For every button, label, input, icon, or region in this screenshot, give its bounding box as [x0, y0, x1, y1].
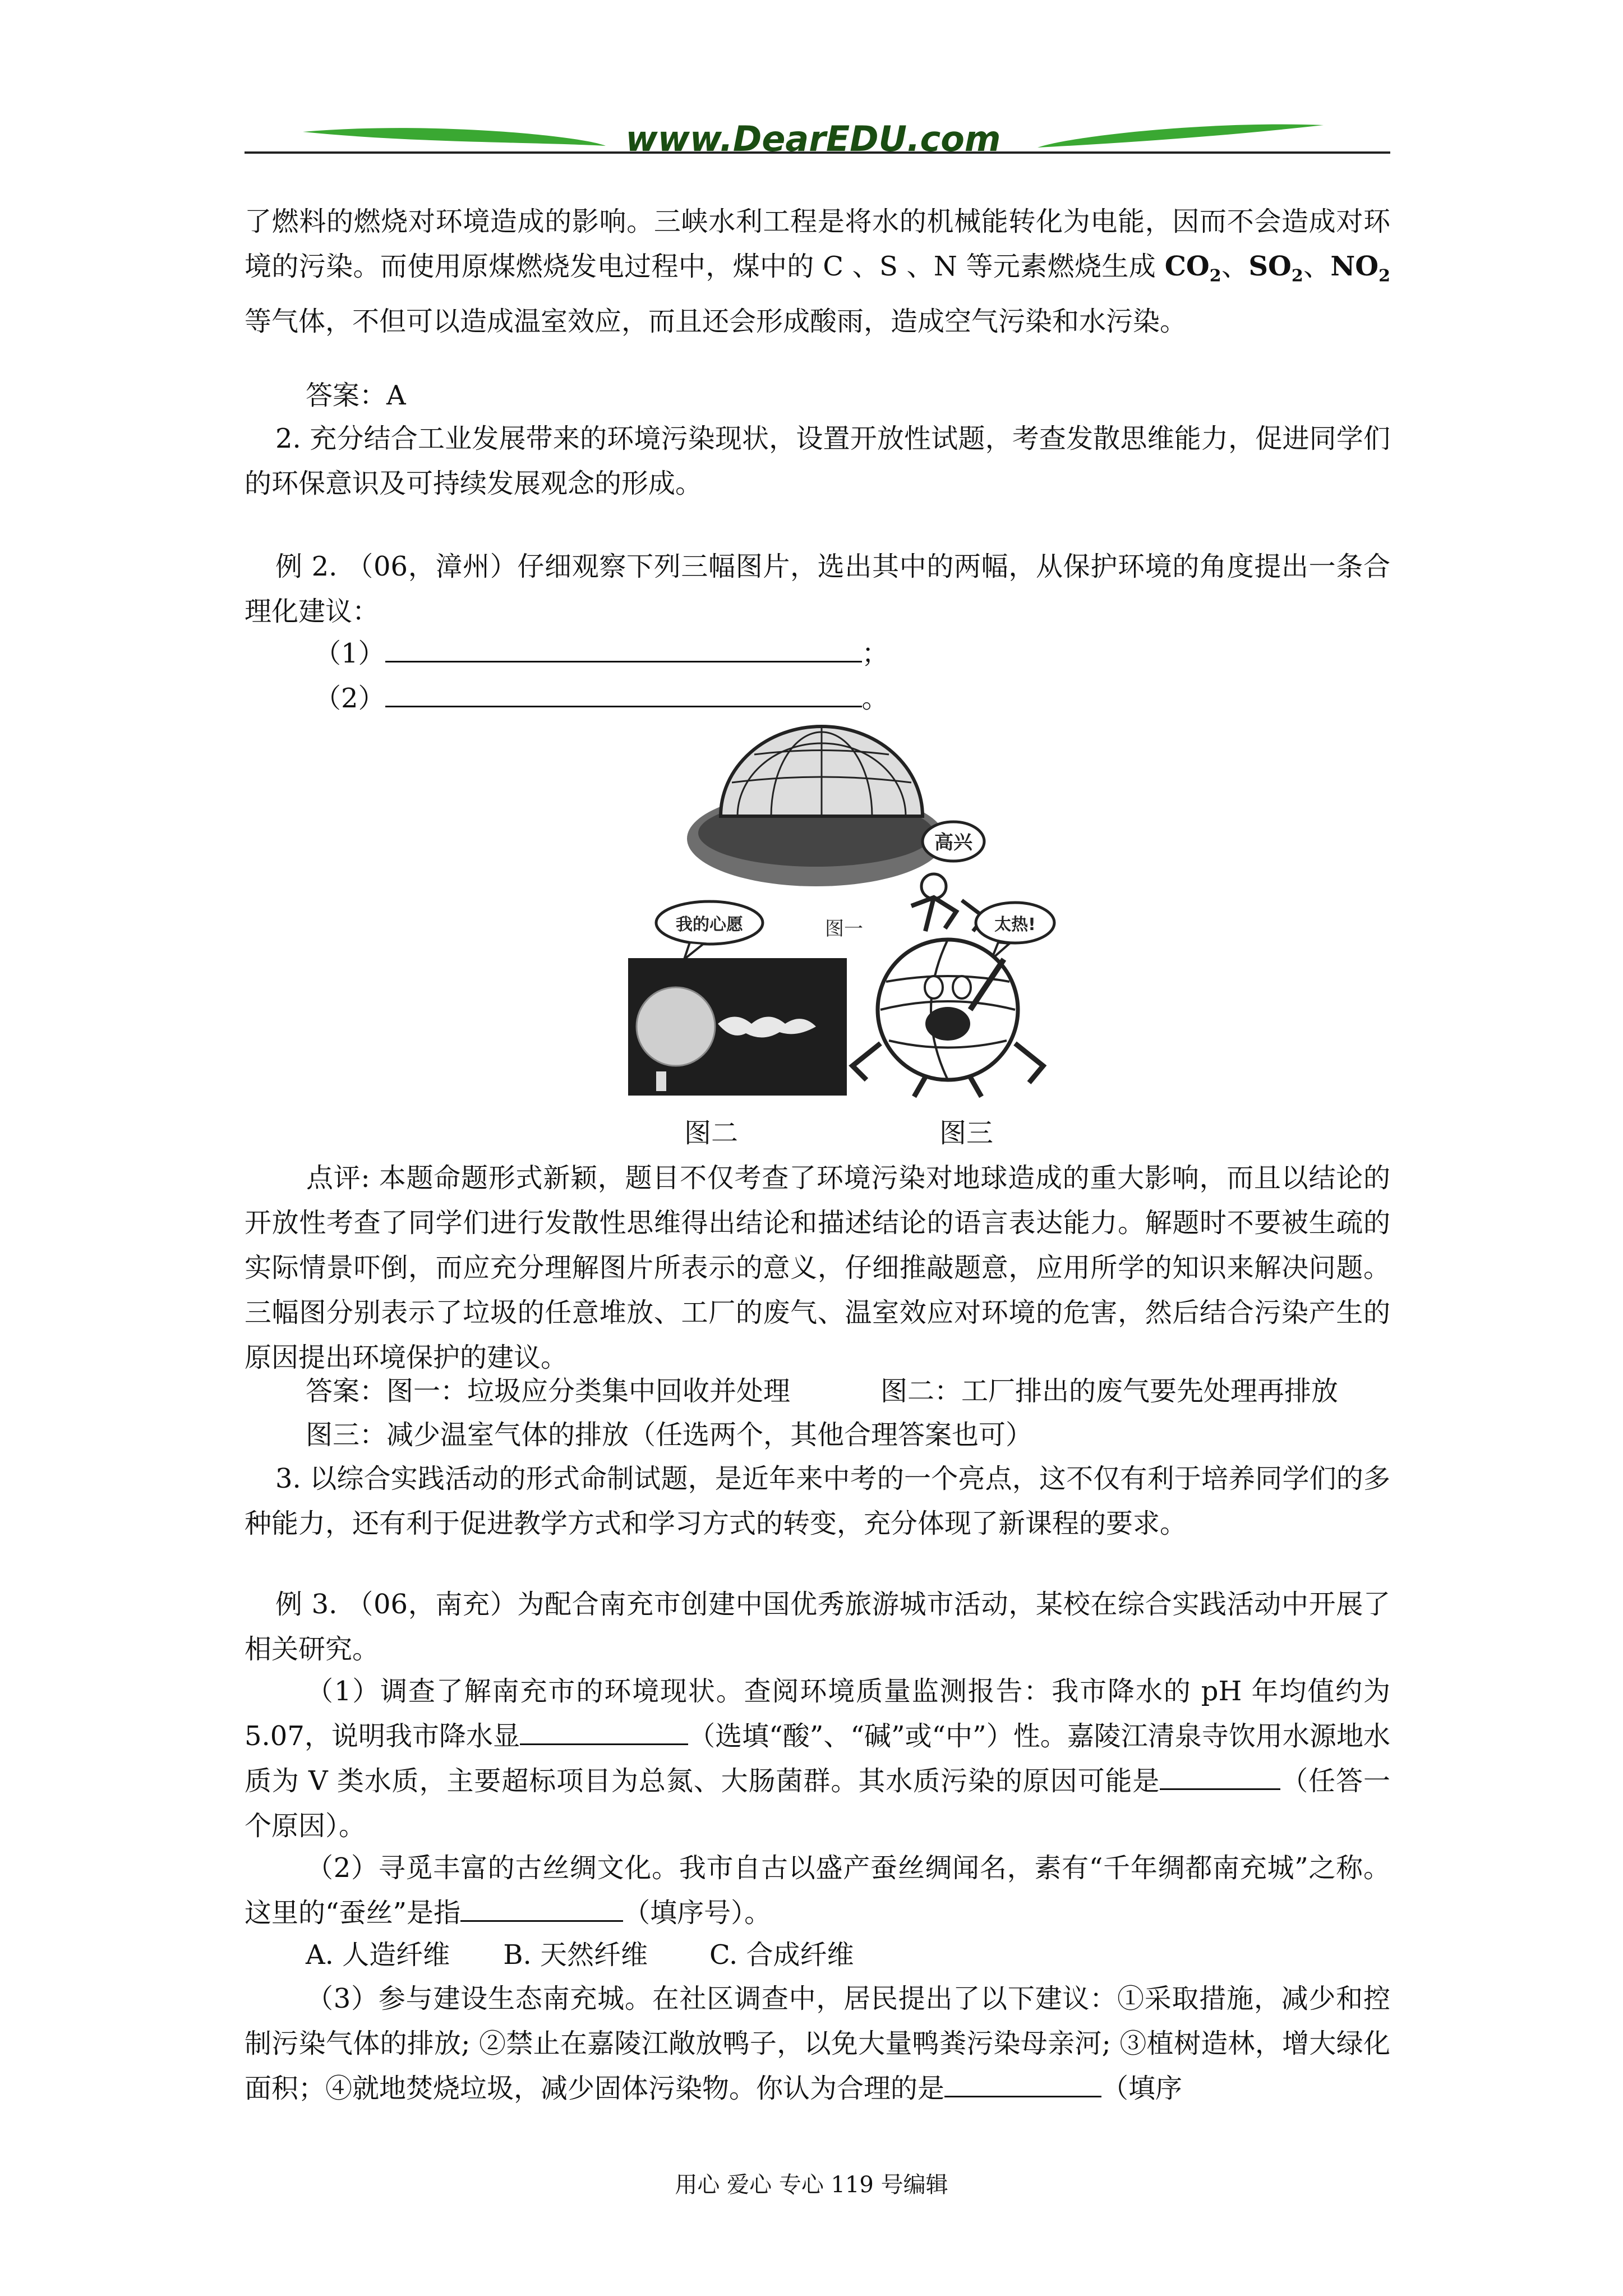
intro-paragraph [245, 199, 1390, 344]
option-b: B. 天然纤维 [503, 1939, 648, 1971]
figure-3-caption: 图三 [939, 1117, 994, 1149]
chem-co2: $CO_2$ [1164, 251, 1221, 286]
intro-text-a: 了燃料的燃烧对环境造成的影响。三峡水利工程是将水的机械能转化为电能，因而不会造成对环境的污染。而使用原煤燃烧发电过程中，煤中的 C 、S 、N 等元素燃烧生成 [245, 206, 1390, 282]
example-2-answer-a: 答案：图一：垃圾应分类集中回收并处理 [306, 1375, 791, 1407]
point-2: 2. 充分结合工业发展带来的环境污染现状，设置开放性试题，考查发散思维能力，促进同学们的环保意识及可持续发展观念的形成。 [245, 423, 1390, 499]
answer-1: 答案：A [306, 380, 406, 411]
sep: 、 [1303, 251, 1331, 282]
figure-2-caption: 图二 [684, 1117, 739, 1149]
example-3-options [306, 1932, 854, 1977]
blank-silk-type[interactable] [460, 1894, 623, 1922]
example-2-answer-c: 图三：减少温室气体的排放（任选两个，其他合理答案也可） [306, 1419, 1033, 1451]
example-3-q2: （2）寻觅丰富的古丝绸文化。我市自古以盛产蚕丝绸闻名，素有“千年绸都南充城”之称。这里的“蚕丝”是指 （填序号）。 [245, 1852, 1390, 1929]
svg-text:我的心愿: 我的心愿 [676, 915, 743, 935]
answer-blank-1[interactable] [385, 635, 862, 662]
example-3-q3: （3）参与建设生态南充城。在社区调查中，居民提出了以下建议：①采取措施，减少和控制污染气体的排放; ②禁止在嘉陵江敞放鸭子，以免大量鸭粪污染母亲河; ③植树造林，增大绿化面积；④就地焚烧垃圾，减少固体污染物。你认为合理的是 （填序 [245, 1983, 1390, 2104]
example-3-q1: （1）调查了解南充市的环境现状。查阅环境质量监测报告：我市降水的 pH 年均值约为 5.07，说明我市降水显 （选填“酸”、“碱”或“中”）性。嘉陵江清泉寺饮用水源地水质为 V 类水质，主要超标项目为总氮、大肠菌群。其水质污染的原因可能是 （任答一个原因）。 [245, 1676, 1390, 1842]
chem-no2: $NO_2$ [1330, 251, 1390, 286]
dearedu-logo [292, 115, 1335, 165]
example-2-comment: 点评: 本题命题形式新颖，题目不仅考查了环境污染对地球造成的重大影响，而且以结论的开放性考查了同学们进行发散性思维得出结论和描述结论的语言表达能力。解题时不要被生疏的实际情景吓倒，而应充分理解图片所表示的意义，仔细推敲题意，应用所学的知识来解决问题。三幅图分别表示了垃圾的任意堆放、工厂的废气、温室效应对环境的危害，然后结合污染产生的原因提出环境保护的建议。 [245, 1162, 1390, 1373]
answer-blank-2[interactable] [385, 680, 862, 707]
intro-text-b: 等气体，不但可以造成温室效应，而且还会形成酸雨，造成空气污染和水污染。 [245, 305, 1187, 337]
blank-acidity[interactable] [520, 1718, 688, 1745]
example-2-question: 例 2. （06，漳州）仔细观察下列三幅图片，选出其中的两幅，从保护环境的角度提出一条合理化建议： [245, 551, 1390, 627]
svg-text:高兴: 高兴 [934, 831, 972, 854]
sep: 、 [1221, 251, 1249, 282]
blank-reasonable-suggestions[interactable] [944, 2070, 1101, 2097]
point-3: 3. 以综合实践活动的形式命制试题，是近年来中考的一个亮点，这不仅有利于培养同学们的多种能力，还有利于促进教学方式和学习方式的转变，充分体现了新课程的要求。 [245, 1463, 1390, 1539]
option-a: A. 人造纤维 [306, 1939, 450, 1971]
page-footer: 用心 爱心 专心 119 号编辑 [675, 2172, 948, 2198]
blank-pollution-cause[interactable] [1160, 1763, 1280, 1790]
example-2-item-1: （1） ； [314, 631, 889, 676]
example-2-answer-b: 图二：工厂排出的废气要先处理再排放 [880, 1375, 1339, 1407]
example-3-question: 例 3. （06，南充）为配合南充市创建中国优秀旅游城市活动，某校在综合实践活动中开展了相关研究。 [245, 1589, 1390, 1665]
logo-text: www.DearEDU.com [625, 118, 1001, 159]
svg-text:图一: 图一 [825, 918, 863, 940]
svg-text:太热!: 太热! [994, 915, 1036, 935]
figure-2-factory-smoke [623, 898, 852, 1099]
figure-3-hot-globe [841, 898, 1077, 1102]
header-rule [245, 151, 1390, 154]
chem-so2: $SO_2$ [1248, 251, 1303, 286]
option-c: C. 合成纤维 [709, 1939, 854, 1971]
example-2-item-2: （2） 。 [314, 676, 889, 721]
